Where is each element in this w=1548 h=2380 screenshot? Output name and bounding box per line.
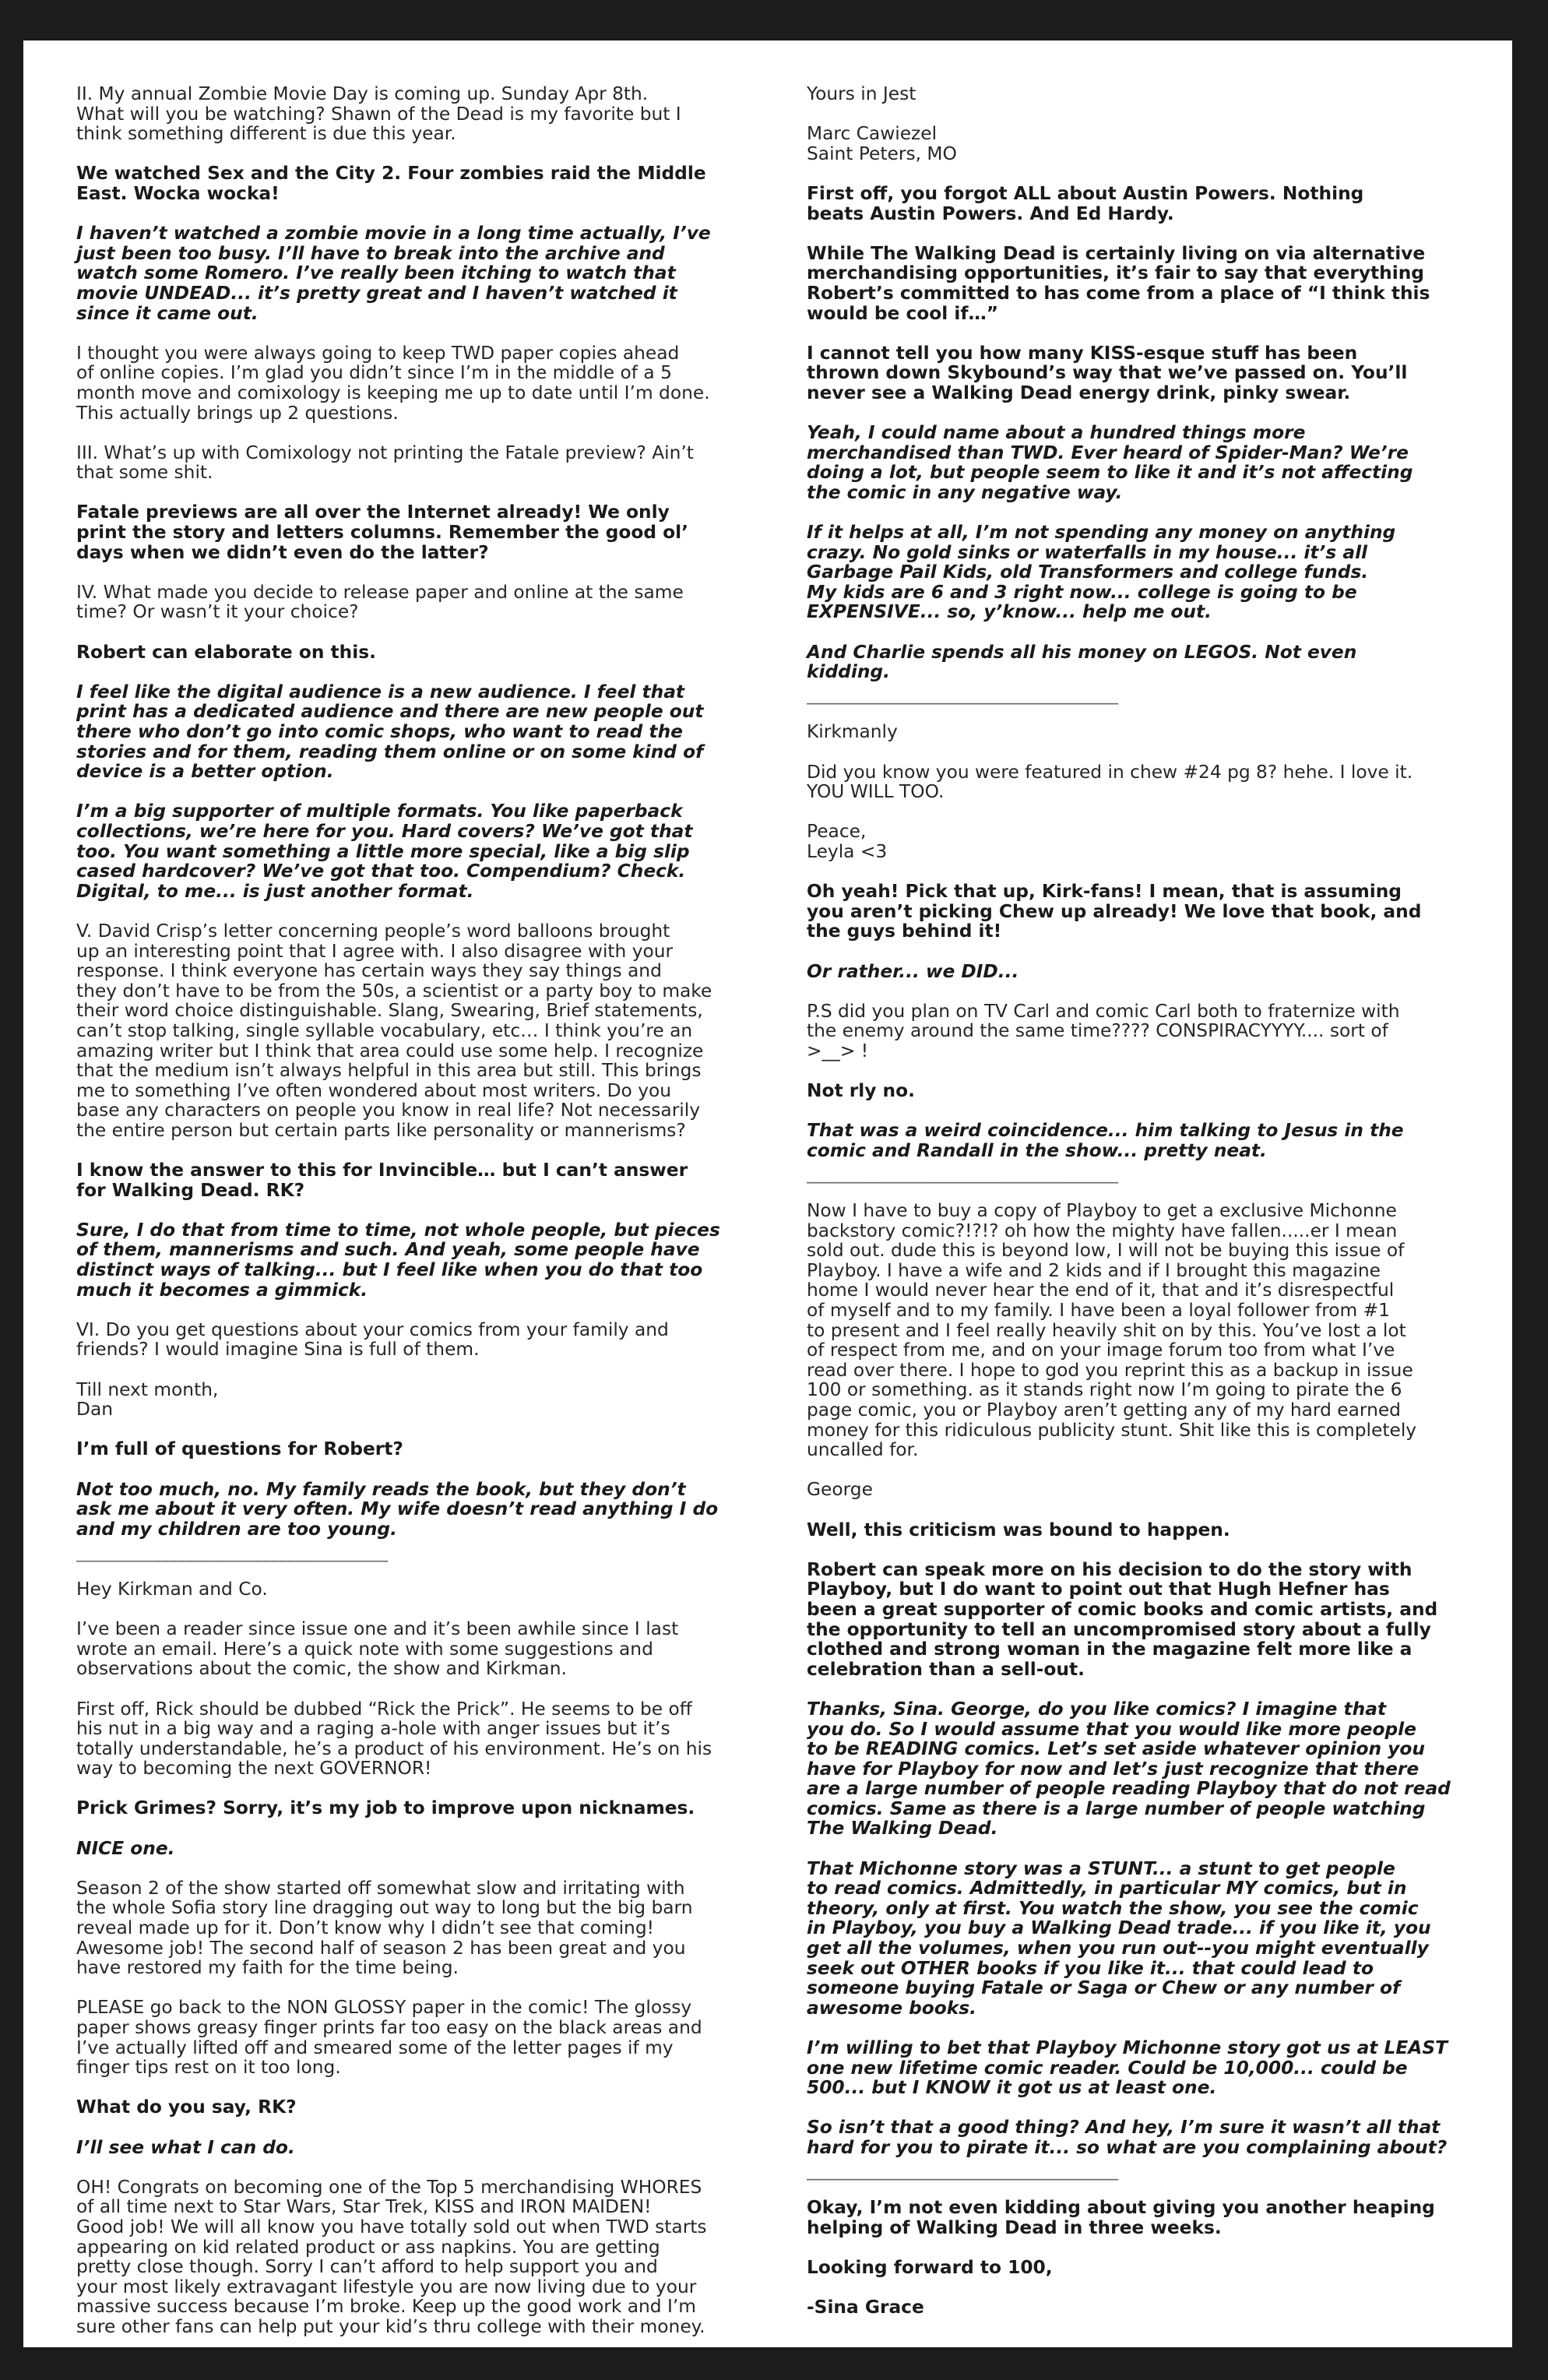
- creator-reply: I’ll see what I can do.: [76, 2136, 295, 2158]
- section-divider: ______________________________________: [807, 1164, 1117, 1185]
- editor-reply: I cannot tell you how many KISS-esque stuff has been thrown down Skybound’s way that we’ve passed on. You’ll never see a Walking Dead energy drink, pinky swear.: [807, 342, 1408, 403]
- editor-reply: We watched Sex and the City 2. Four zombies raid the Middle East. Wocka wocka!: [76, 163, 706, 204]
- reader-letter-paragraph: Did you know you were featured in chew #24 pg 8? hehe. I love it. YOU WILL TOO.: [807, 761, 1413, 803]
- creator-reply: I’m a big supporter of multiple formats. You like paperback collections, we’re here for you. Hard covers? We’ve got that too. You want something a little more special, like a big slip cased hardcover? We’ve got that too. Compendium? Check. Digital, to me... is just another format.: [76, 801, 693, 902]
- section-divider: ______________________________________: [807, 685, 1117, 706]
- editor-reply: First off, you forgot ALL about Austin Powers. Nothing beats Austin Powers. And Ed Hardy.: [807, 182, 1364, 224]
- creator-reply: I’m willing to bet that Playboy Michonne story got us at LEAST one new lifetime comic reader. Could be 10,000... could be 500... but I KNOW it got us at least one.: [807, 2037, 1448, 2099]
- reader-letter-paragraph: III. What’s up with Comixology not printing the Fatale preview? Ain’t that some shit.: [76, 442, 694, 484]
- editor-reply: Well, this criticism was bound to happen.: [807, 1519, 1230, 1540]
- reader-letter-paragraph: P.S did you plan on TV Carl and comic Carl both to fraternize with the enemy around the same time???? CONSPIRACYYYY.... sort of >__> !: [807, 1000, 1400, 1061]
- editor-reply: I know the answer to this for Invincible… but I can’t answer for Walking Dead. RK?: [76, 1160, 688, 1201]
- creator-reply: I haven’t watched a zombie movie in a long time actually, I’ve just been too busy. I’ll have to break into the archive and watch some Romero. I’ve really been itching to watch that movie UNDEAD... it’s pretty great and I haven’t watched it since it came out.: [76, 223, 711, 324]
- editor-reply: Oh yeah! Pick that up, Kirk-fans! I mean, that is assuming you aren’t picking Chew up already! We love that book, and the guys behind it!: [807, 881, 1422, 942]
- reader-letter-paragraph: IV. What made you decide to release paper and online at the same time? Or wasn’t it your choice?: [76, 581, 684, 623]
- creator-reply: That Michonne story was a STUNT... a stunt to get people to read comics. Admittedly, in particular MY comics, but in theory, only at first. You watch the show, you see the comic in Playboy, you buy a Walking Dead trade... if you like it, you get all the volumes, when you run out--you might eventually seek out OTHER books if you like it... that could lead to someone buying Fatale or Saga or Chew or any number of awesome books.: [807, 1857, 1431, 2019]
- creator-reply: That was a weird coincidence... him talking to Jesus in the comic and Randall in the show... pretty neat.: [807, 1120, 1404, 1161]
- reader-letter-paragraph: OH! Congrats on becoming one of the Top 5 merchandising WHORES of all time next to Star Wars, Star Trek, KISS and IRON MAIDEN! Good job! We will all know you have totally sold out when TWD starts appearing on kid related product or ass napkins. You are getting pretty close though. Sorry I can’t afford to help support you and your most likely extravagant lifestyle you are now living due to your massive success because I’m broke. Keep up the good work and I’m sure other fans can help put your kid’s thru college with their money.: [76, 2176, 707, 2337]
- editor-reply: Okay, I’m not even kidding about giving you another heaping helping of Walking Dead in three weeks.: [807, 2197, 1435, 2238]
- reader-letter-paragraph: Kirkmanly: [807, 721, 898, 743]
- editor-reply: I’m full of questions for Robert?: [76, 1438, 403, 1460]
- creator-reply: Yeah, I could name about a hundred things more merchandised than TWD. Ever heard of Spider-Man? We’re doing a lot, but people seem to like it and it’s not affecting the comic in any negative way.: [807, 422, 1413, 503]
- editor-reply: Prick Grimes? Sorry, it’s my job to improve upon nicknames.: [76, 1797, 695, 1819]
- reader-letter-paragraph: Till next month, Dan: [76, 1378, 219, 1421]
- reader-letter-paragraph: I thought you were always going to keep TWD paper copies ahead of online copies. I’m glad you didn’t since I’m in the middle of a 5 month move and comixology is keeping me up to date until I’m done. This actually brings up 2 questions.: [76, 342, 710, 424]
- reader-letter-paragraph: Hey Kirkman and Co.: [76, 1578, 268, 1600]
- letters-page: [23, 40, 1512, 2347]
- reader-letter-paragraph: V. David Crisp’s letter concerning people’s word balloons brought up an interesting point that I agree with. I also disagree with your response. I think everyone has certain ways they say things and they don’t have to be from the 50s, a scientist or a party boy to make their word choice distinguishable. Slang, Swearing, Brief statements, can’t stop talking, single syllable vocabulary, etc… I think you’re an amazing writer but I think that area could use some help. I recognize that the medium isn’t always helpful in this area but still. This brings me to something I’ve often wondered about most writers. Do you base any characters on people you know in real life? Not necessarily the entire person but certain parts like personality or mannerisms?: [76, 920, 712, 1141]
- creator-reply: If it helps at all, I’m not spending any money on anything crazy. No gold sinks or waterfalls in my house... it’s all Garbage Pail Kids, old Transformers and college funds. My kids are 6 and 3 right now... college is going to be EXPENSIVE... so, y’know... help me out.: [807, 522, 1396, 623]
- reader-letter-paragraph: PLEASE go back to the NON GLOSSY paper in the comic! The glossy paper shows greasy finger prints far too easy on the black areas and I’ve actually lifted off and smeared some of the letter pages if my finger tips rest on it too long.: [76, 1997, 702, 2079]
- section-divider: ______________________________________: [807, 2160, 1117, 2181]
- creator-reply: And Charlie spends all his money on LEGOS. Not even kidding.: [807, 641, 1357, 683]
- editor-reply: Fatale previews are all over the Internet already! We only print the story and letters columns. Remember the good ol’ days when we didn’t even do the latter?: [76, 502, 689, 563]
- creator-reply: NICE one.: [76, 1837, 175, 1859]
- section-divider: ______________________________________: [76, 1541, 387, 1562]
- creator-reply: Thanks, Sina. George, do you like comics? I imagine that you do. So I would assume that you would like more people to be READING comics. Let’s set aside whatever opinion you have for Playboy for now and let’s just recognize that there are a large number of people reading Playboy that do not read comics. Same as there is a large number of people watching The Walking Dead.: [807, 1698, 1451, 1840]
- reader-letter-paragraph: VI. Do you get questions about your comics from your family and friends? I would imagine Sina is full of them.: [76, 1319, 669, 1361]
- editor-reply: Robert can speak more on his decision to do the story with Playboy, but I do want to point out that Hugh Hefner has been a great supporter of comic books and comic artists, and the opportunity to tell an uncompromised story about a fully clothed and strong woman in the magazine felt more like a celebration than a sell-out.: [807, 1558, 1438, 1680]
- creator-reply: Sure, I do that from time to time, not whole people, but pieces of them, mannerisms and such. And yeah, some people have distinct ways of talking... but I feel like when you do that too much it becomes a gimmick.: [76, 1219, 720, 1301]
- creator-reply: Or rather... we DID...: [807, 960, 1019, 982]
- reader-letter-paragraph: First off, Rick should be dubbed “Rick the Prick”. He seems to be off his nut in a big way and a raging a-hole with anger issues but it’s totally understandable, he’s a product of his environment. He’s on his way to becoming the next GOVERNOR!: [76, 1698, 712, 1780]
- reader-letter-paragraph: I’ve been a reader since issue one and it’s been awhile since I last wrote an email. Here’s a quick note with some suggestions and observations about the comic, the show and Kirkman.: [76, 1618, 679, 1680]
- reader-letter-paragraph: George: [807, 1479, 873, 1501]
- editor-reply: Looking forward to 100,: [807, 2256, 1053, 2278]
- creator-reply: So isn’t that a good thing? And hey, I’m sure it wasn’t all that hard for you to pirate it... so what are you complaining about?: [807, 2117, 1448, 2158]
- reader-letter-paragraph: Now I have to buy a copy of Playboy to get a exclusive Michonne backstory comic?!?!? oh how the mighty have fallen.....er I mean sold out. dude this is beyond low, I will not be buying this issue of Playboy. I have a wife and 2 kids and if I brought this magazine home I would never hear the end of it, that and it’s disrespectful of myself and to my family. I have been a loyal follower from #1 to present and I feel really heavily shit on by this. You’ve lost a lot of respect from me, and on your image forum too from what I’ve read over there. I hope to god you reprint this as a backup in issue 100 or something. as it stands right now I’m going to pirate the 6 page comic, you or Playboy aren’t getting any of my hard earned money for this ridiculous publicity stunt. Shit like this is completely uncalled for.: [807, 1200, 1417, 1461]
- left-column: [76, 84, 762, 2357]
- reader-letter-paragraph: Marc Cawiezel Saint Peters, MO: [807, 123, 957, 164]
- editor-reply: Not rly no.: [807, 1080, 915, 1102]
- reader-letter-paragraph: Peace, Leyla <3: [807, 821, 888, 862]
- right-column: [807, 84, 1492, 2337]
- editor-reply: What do you say, RK?: [76, 2097, 297, 2118]
- reader-letter-paragraph: II. My annual Zombie Movie Day is coming up. Sunday Apr 8th. What will you be watching? Shawn of the Dead is my favorite but I think something different is due this year.: [76, 83, 681, 145]
- creator-reply: Not too much, no. My family reads the book, but they don’t ask me about it very often. My wife doesn’t read anything I do and my children are too young.: [76, 1478, 719, 1540]
- editor-reply: Robert can elaborate on this.: [76, 641, 376, 663]
- reader-letter-paragraph: Season 2 of the show started off somewhat slow and irritating with the whole Sofia story line dragging out way to long but the big barn reveal made up for it. Don’t know why I didn’t see that coming! Awesome job! The second half of season 2 has been great and you have restored my faith for the time being.: [76, 1877, 693, 1979]
- creator-reply: I feel like the digital audience is a new audience. I feel that print has a dedicated audience and there are new people out there who don’t go into comic shops, who want to read the stories and for them, reading them online or on some kind of device is a better option.: [76, 681, 704, 783]
- editor-reply: While The Walking Dead is certainly living on via alternative merchandising opportunities, it’s fair to say that everything Robert’s committed to has come from a place of “I think this would be cool if…”: [807, 242, 1430, 324]
- reader-letter-paragraph: Yours in Jest: [807, 83, 916, 104]
- editor-reply: -Sina Grace: [807, 2297, 924, 2318]
